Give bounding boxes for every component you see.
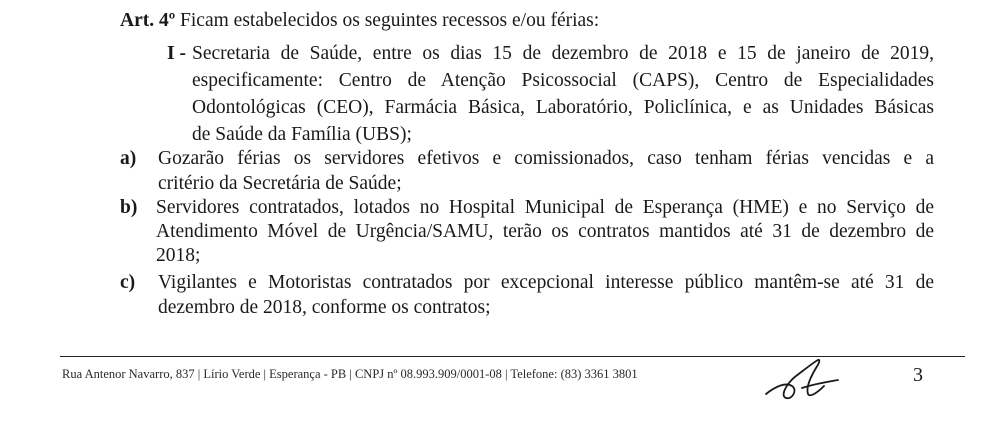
- item-a-line-2: critério da Secretária de Saúde;: [158, 173, 402, 194]
- item-b-label: b): [120, 197, 138, 218]
- item-a-line-1: Gozarão férias os servidores efetivos e comissionados, caso tenham férias vencidas e a: [158, 148, 934, 169]
- item-i-line-3: Odontológicas (CEO), Farmácia Básica, Laboratório, Policlínica, e as Unidades Básicas: [192, 97, 934, 118]
- item-c-label: c): [120, 272, 136, 293]
- article-number: Art. 4º: [120, 10, 176, 31]
- item-b-line-3: 2018;: [156, 245, 201, 266]
- item-i-line-4: de Saúde da Família (UBS);: [192, 124, 412, 145]
- item-c-line-1: Vigilantes e Motoristas contratados por excepcional interesse público mantêm-se até 31 de: [158, 272, 934, 293]
- page-number: 3: [913, 364, 923, 386]
- article-intro: Ficam estabelecidos os seguintes recessos e/ou férias:: [180, 10, 600, 31]
- signature-initials: [762, 356, 842, 406]
- item-b-line-1: Servidores contratados, lotados no Hospital Municipal de Esperança (HME) e no Serviço de: [156, 197, 934, 218]
- item-i-label: I -: [167, 43, 186, 64]
- item-a-label: a): [120, 148, 137, 169]
- item-b-line-2: Atendimento Móvel de Urgência/SAMU, terão os contratos mantidos até 31 de dezembro de: [156, 221, 934, 242]
- item-i-line-2: especificamente: Centro de Atenção Psicossocial (CAPS), Centro de Especialidades: [192, 70, 934, 91]
- item-c-line-2: dezembro de 2018, conforme os contratos;: [158, 297, 491, 318]
- article-heading-line: [120, 9, 599, 33]
- footer-address: Rua Antenor Navarro, 837 | Lírio Verde | Esperança - PB | CNPJ nº 08.993.909/0001-08 | Telefone: (83) 3361 3801: [62, 367, 638, 381]
- item-i-line-1: Secretaria de Saúde, entre os dias 15 de dezembro de 2018 e 15 de janeiro de 2019,: [192, 43, 934, 64]
